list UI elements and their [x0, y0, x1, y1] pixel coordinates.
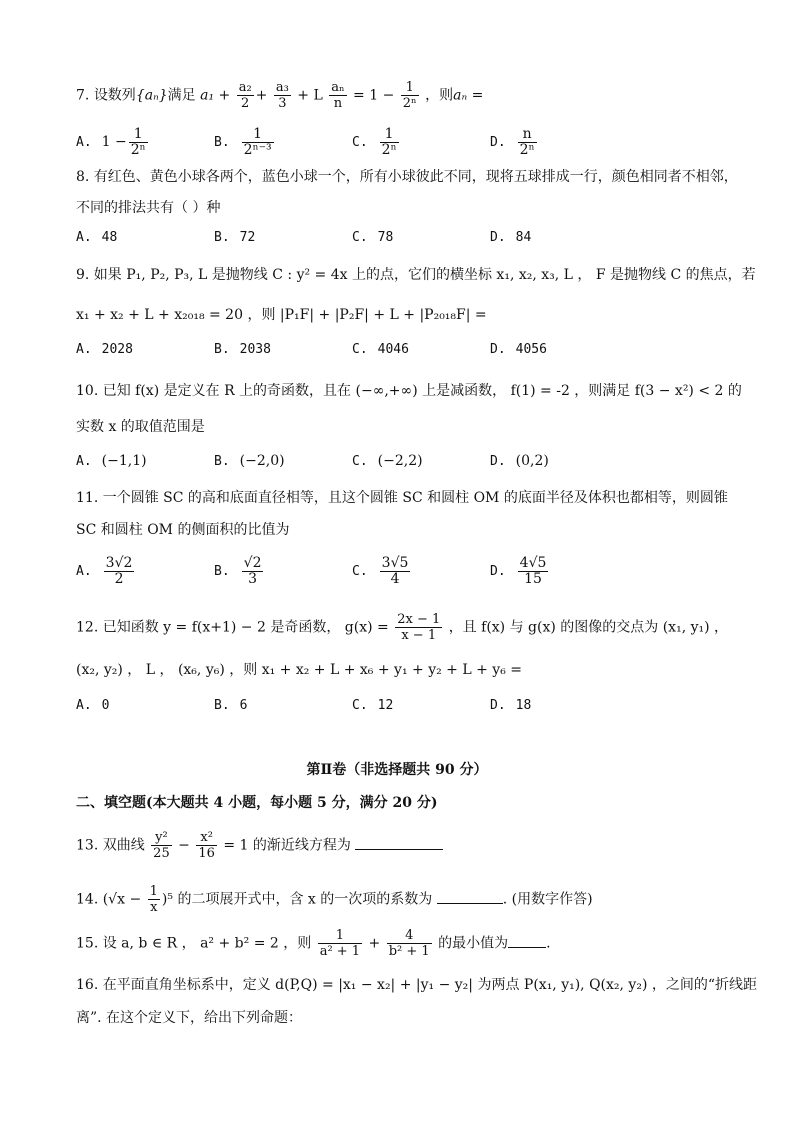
q15-f2-den: b² + 1	[388, 944, 430, 959]
option-den: 2ⁿ	[130, 142, 146, 158]
q12-frac	[395, 612, 442, 643]
option-value: 84	[515, 230, 532, 245]
q15-stem	[76, 928, 551, 959]
option-label: C.	[352, 698, 368, 713]
q7-option-a[interactable]	[76, 127, 150, 158]
q13-minus: −	[178, 837, 190, 854]
fill-section-heading: 二、填空题(本大题共 4 小题，每小题 5 分，满分 20 分)	[76, 795, 438, 811]
q8-option-c[interactable]	[352, 230, 393, 245]
option-value: (−2,2)	[377, 453, 423, 469]
option-label: D.	[490, 135, 506, 150]
q9-option-d[interactable]	[490, 342, 547, 357]
q13-f2-den: 16	[198, 846, 215, 861]
q11-stem-line1: 11. 一个圆锥 SC 的高和底面直径相等，且这个圆锥 SC 和圆柱 OM 的底面半径及体积也都相等，则圆锥	[76, 490, 728, 506]
q13-f1-den: 25	[153, 846, 170, 861]
option-label: A.	[76, 564, 92, 579]
option-den: 2ⁿ	[381, 142, 397, 158]
q12-option-a[interactable]	[76, 698, 109, 713]
q14-answer-blank[interactable]	[437, 891, 503, 904]
q10-options	[76, 453, 716, 483]
option-label: D.	[490, 564, 506, 579]
option-value: (−2,0)	[239, 453, 285, 469]
option-den: 2ⁿ	[519, 142, 535, 158]
q7-option-b[interactable]	[214, 127, 276, 158]
option-label: A.	[76, 454, 92, 469]
q9-option-b[interactable]	[214, 342, 271, 357]
q12-option-b[interactable]	[214, 698, 247, 713]
q7-frac1-num: a₂	[238, 80, 252, 95]
q14-frac-den: x	[150, 900, 158, 915]
q15-f1-num: 1	[318, 928, 362, 944]
q15-text-post: 的最小值为	[438, 935, 509, 952]
q13-stem	[76, 830, 443, 861]
option-value: 12	[377, 698, 394, 713]
option-num: √2	[243, 555, 262, 571]
option-label: C.	[352, 564, 368, 579]
q13-text-pre: 13. 双曲线	[76, 837, 145, 854]
q13-text-post: = 1 的渐近线方程为	[223, 837, 351, 854]
q7-frac-2	[274, 80, 291, 111]
option-pre: 1 −	[101, 134, 127, 150]
q7-eq-mid: = 1 −	[353, 87, 395, 104]
q8-options	[76, 230, 716, 260]
q8-stem-line2: 不同的排法共有（ ）种	[76, 200, 221, 216]
option-label: D.	[490, 698, 506, 713]
q7-frac-3	[329, 80, 346, 111]
q11-options	[76, 556, 716, 586]
q7-frac2-num: a₃	[275, 80, 289, 95]
q15-frac-1	[318, 928, 362, 959]
option-value: 4046	[377, 342, 409, 357]
option-label: D.	[490, 454, 506, 469]
q8-option-d[interactable]	[490, 230, 531, 245]
q7-ellipsis: + L	[297, 87, 323, 104]
option-num: n	[518, 127, 537, 143]
q10-option-a[interactable]	[76, 453, 147, 469]
option-value: 6	[239, 698, 248, 713]
q13-answer-blank[interactable]	[355, 837, 443, 850]
q10-stem-line2: 实数 x 的取值范围是	[76, 419, 205, 435]
option-label: B.	[214, 698, 230, 713]
option-den: 2ⁿ⁻³	[243, 142, 272, 158]
q7-option-d[interactable]	[490, 127, 539, 158]
q7-frac1-den: 2	[241, 96, 250, 111]
option-value: 78	[377, 230, 394, 245]
q12-option-c[interactable]	[352, 698, 393, 713]
q11-option-b[interactable]	[214, 556, 265, 587]
q8-option-a[interactable]	[76, 230, 117, 245]
q12-frac-num: 2x − 1	[397, 612, 441, 627]
q14-stem	[76, 884, 593, 915]
q15-text-tail: .	[546, 935, 551, 952]
option-value: 2028	[101, 342, 133, 357]
q7-eq-lhs: a₁ +	[200, 87, 231, 104]
option-num: 4√5	[519, 555, 547, 571]
option-label: A.	[76, 342, 92, 357]
option-num: 1	[242, 127, 274, 143]
q8-stem-line1: 8. 有红色、黄色小球各两个，蓝色小球一个，所有小球彼此不同，现将五球排成一行，颜色相同者不相邻，	[76, 169, 738, 185]
q12-stem-line2: (x₂, y₂) ， L ， (x₆, y₆) ，则 x₁ + x₂ + L + x₆ + y₁ + y₂ + L + y₆ =	[76, 662, 522, 678]
q15-answer-blank[interactable]	[508, 935, 546, 948]
q15-f2-num: 4	[387, 928, 432, 944]
option-label: C.	[352, 342, 368, 357]
option-num: 1	[129, 127, 148, 143]
option-label: A.	[76, 230, 92, 245]
q7-number: 7.	[76, 87, 90, 104]
option-value: 4056	[515, 342, 547, 357]
option-label: D.	[490, 230, 506, 245]
q11-option-a[interactable]	[76, 556, 136, 587]
q11-option-c[interactable]	[352, 556, 412, 587]
option-num: 3√5	[381, 555, 409, 571]
q7-options	[76, 127, 716, 157]
q7-text-c: ，则	[425, 87, 454, 104]
q14-text-pre: 14. (√x −	[76, 891, 142, 908]
q15-text-pre: 15. 设 a, b ∈ R ， a² + b² = 2 ，则	[76, 935, 312, 952]
q13-f2-num: x²	[196, 830, 217, 846]
option-value: 18	[515, 698, 532, 713]
q16-stem-line2: 离”. 在这个定义下，给出下列命题：	[76, 1010, 303, 1026]
option-label: B.	[214, 230, 230, 245]
q13-frac-2	[196, 830, 217, 861]
q14-frac	[148, 884, 160, 915]
q14-text-tail: . (用数字作答)	[502, 891, 593, 908]
option-label: B.	[214, 454, 230, 469]
q15-frac-2	[387, 928, 432, 959]
q11-option-d[interactable]	[490, 556, 550, 587]
q10-stem-line1: 10. 已知 f(x) 是定义在 R 上的奇函数，且在 (−∞,+∞) 上是减函数， f(1) = -2 ，则满足 f(3 − x²) < 2 的	[76, 383, 742, 399]
q13-f1-num: y²	[151, 830, 172, 846]
q7-frac2-den: 3	[278, 96, 287, 111]
option-den: 15	[524, 571, 542, 587]
q16-stem-line1: 16. 在平面直角坐标系中，定义 d(P,Q) = |x₁ − x₂| + |y₁ − y₂| 为两点 P(x₁, y₁), Q(x₂, y₂) ，之间的“折线距	[76, 977, 758, 993]
q9-option-a[interactable]	[76, 342, 133, 357]
q7-frac3-den: n	[333, 96, 343, 111]
q15-plus: +	[368, 935, 381, 952]
q14-text-post: )⁵ 的二项展开式中，含 x 的一次项的系数为	[161, 891, 433, 908]
option-num: 3√2	[105, 555, 133, 571]
q9-option-c[interactable]	[352, 342, 409, 357]
q9-stem-line1: 9. 如果 P₁, P₂, P₃, L 是抛物线 C : y² = 4x 上的点，它们的横坐标 x₁, x₂, x₃, L ， F 是抛物线 C 的焦点，若	[76, 267, 756, 283]
option-label: B.	[214, 135, 230, 150]
part2-title: 第Ⅱ卷（非选择题共 90 分）	[306, 762, 488, 778]
q12-options	[76, 698, 716, 728]
q10-option-b[interactable]	[214, 453, 285, 469]
q7-answer-target: aₙ =	[453, 87, 484, 104]
option-label: B.	[214, 342, 230, 357]
q10-option-d[interactable]	[490, 453, 549, 469]
q15-f1-den: a² + 1	[319, 944, 361, 959]
option-value: (−1,1)	[101, 453, 147, 469]
option-value: 2038	[239, 342, 271, 357]
option-value: (0,2)	[515, 453, 549, 469]
q10-option-c[interactable]	[352, 453, 423, 469]
option-den: 2	[114, 571, 124, 587]
q12-frac-den: x − 1	[401, 628, 437, 643]
option-value: 48	[101, 230, 118, 245]
q11-stem-line2: SC 和圆柱 OM 的侧面积的比值为	[76, 522, 290, 538]
q9-stem-line2: x₁ + x₂ + L + x₂₀₁₈ = 20 ，则 |P₁F| + |P₂F| + L + |P₂₀₁₈F| =	[76, 307, 487, 323]
option-value: 72	[239, 230, 256, 245]
option-label: A.	[76, 135, 92, 150]
q13-frac-1	[151, 830, 172, 861]
q7-frac3-num: aₙ	[331, 80, 345, 95]
q9-options	[76, 342, 716, 372]
option-den: 3	[248, 571, 258, 587]
q7-frac-1	[237, 80, 254, 111]
q7-stem: 7. 设数列{aₙ}满足 a₁ + $\frac{\text{a₂}}{2}$ + $\frac{\text{a₃}}{3}$ + L $\frac{\text{aₙ}}{n}$ = 1 − $\frac{1}{\text{2ⁿ}}$ ，则aₙ =	[76, 80, 484, 111]
option-label: A.	[76, 698, 92, 713]
option-label: C.	[352, 454, 368, 469]
q8-option-b[interactable]	[214, 230, 255, 245]
option-num: 1	[380, 127, 399, 143]
q7-seq: {aₙ}	[135, 87, 168, 104]
q7-text: 设数列	[93, 87, 136, 104]
option-value: 0	[101, 698, 110, 713]
option-den: 4	[390, 571, 400, 587]
q14-frac-num: 1	[149, 884, 158, 899]
option-label: C.	[352, 230, 368, 245]
q7-frac-4	[401, 80, 419, 111]
q12-text-b: ，且 f(x) 与 g(x) 的图像的交点为 (x₁, y₁) ，	[448, 619, 729, 636]
q7-text-b: 满足	[167, 87, 196, 104]
q7-frac4-num: 1	[401, 80, 419, 96]
option-label: D.	[490, 342, 506, 357]
q7-option-c[interactable]	[352, 127, 401, 158]
q12-text-a: 12. 已知函数 y = f(x+1) − 2 是奇函数， g(x) =	[76, 619, 389, 636]
option-label: B.	[214, 564, 230, 579]
option-label: C.	[352, 135, 368, 150]
q12-option-d[interactable]	[490, 698, 531, 713]
q12-stem-line1	[76, 612, 728, 643]
q7-frac4-den: 2ⁿ	[402, 96, 417, 111]
